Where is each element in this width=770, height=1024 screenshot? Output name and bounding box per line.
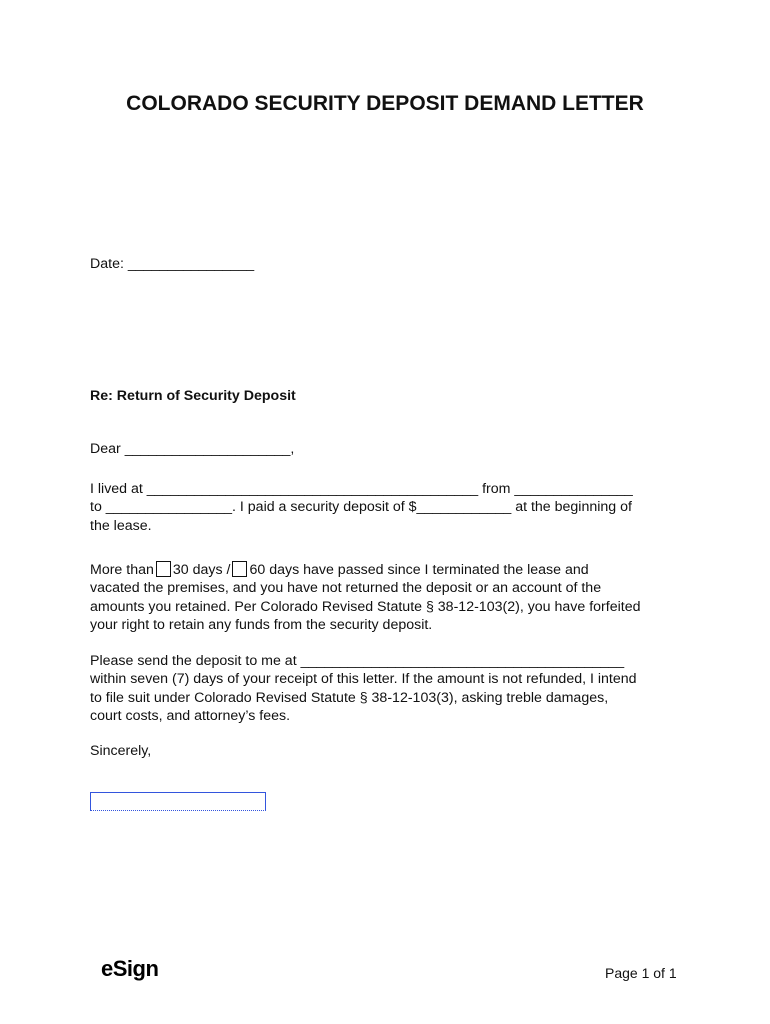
paragraph-line (90, 561, 690, 579)
paragraph-line: your right to retain any funds from the security deposit. (90, 617, 433, 634)
checkbox-30-days[interactable] (156, 561, 171, 577)
paragraph-residence (90, 480, 690, 535)
closing-text: Sincerely, (90, 743, 152, 759)
date-line: Date: ________________ (90, 256, 255, 272)
option-60-days-label: 60 days have passed since I terminated the lease and (249, 562, 589, 578)
esign-logo: eSign (101, 956, 159, 981)
more-than-label: More than (90, 562, 154, 578)
paragraph-line: vacated the premises, and you have not returned the deposit or an account of the (90, 580, 602, 597)
paragraph-days-passed (90, 561, 690, 635)
paragraph-line: amounts you retained. Per Colorado Revised Statute § 38-12-103(2), you have forfeited (90, 598, 641, 615)
paragraph-line: to file suit under Colorado Revised Statute § 38-12-103(3), asking treble damages, (90, 689, 609, 706)
signature-field[interactable] (90, 792, 266, 811)
document-title: COLORADO SECURITY DEPOSIT DEMAND LETTER (126, 92, 644, 115)
paragraph-line: I lived at __________________________________________ from _______________ (90, 481, 633, 497)
page-number: Page 1 of 1 (605, 965, 677, 981)
paragraph-line: within seven (7) days of your receipt of this letter. If the amount is not refunded, I intend (90, 671, 637, 688)
paragraph-line: to ________________. I paid a security deposit of $____________ at the beginning of (90, 499, 632, 516)
paragraph-line: the lease. (90, 517, 152, 534)
option-30-days-label: 30 days / (172, 562, 231, 578)
checkbox-60-days[interactable] (232, 561, 247, 577)
paragraph-line: Please send the deposit to me at _________________________________________ (90, 653, 625, 669)
paragraph-line: court costs, and attorney’s fees. (90, 708, 291, 725)
dear-line: Dear _____________________, (90, 441, 295, 457)
paragraph-demand (90, 652, 690, 726)
re-line: Re: Return of Security Deposit (90, 388, 296, 404)
